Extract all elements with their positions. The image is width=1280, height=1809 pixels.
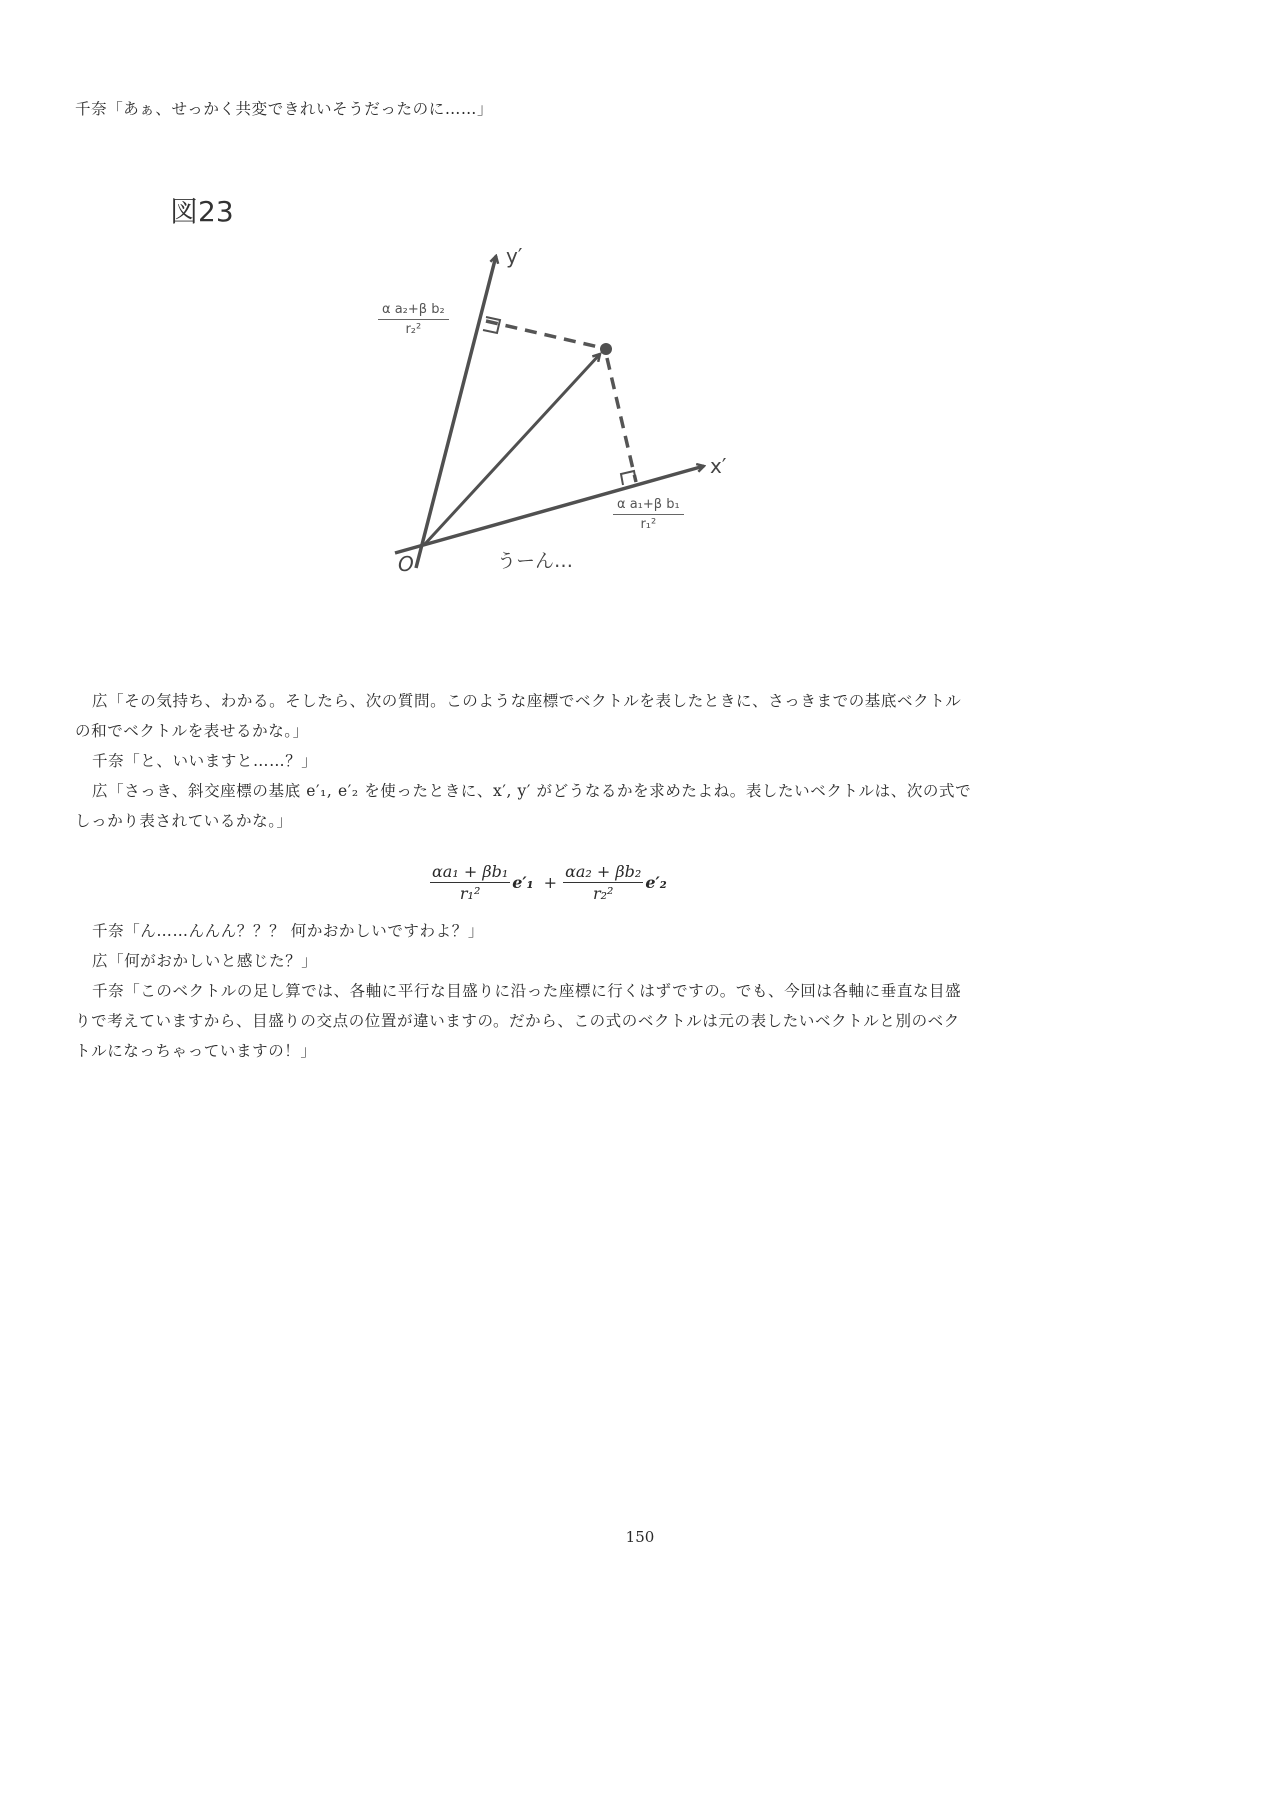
equation-term1-fraction bbox=[430, 862, 510, 903]
plus-sign: + bbox=[543, 873, 558, 892]
vector-arrow bbox=[424, 354, 600, 545]
equation-term2-denominator: r₂² bbox=[592, 884, 614, 903]
x-projection-numerator: α a₁+β b₁ bbox=[613, 497, 684, 515]
equation-term2-numerator: αa₂ + βb₂ bbox=[565, 862, 642, 881]
equation-term1-numerator: αa₁ + βb₁ bbox=[432, 862, 509, 881]
y-axis-label: y′ bbox=[506, 244, 523, 268]
basis-vector-e1: e′₁ bbox=[512, 873, 534, 892]
dialogue-line: 広「その気持ち、わかる。そしたら、次の質問。このような座標でベクトルを表したときに、さっきまでの基底ベクトル bbox=[92, 692, 962, 710]
dialogue-line: 千奈「ん……んんん？？？ 何かおかしいですわよ？」 bbox=[92, 922, 484, 940]
figure-title: 図23 bbox=[170, 195, 234, 228]
y-projection-fraction bbox=[378, 302, 449, 337]
dash-to-x bbox=[607, 358, 636, 482]
x-projection-denominator: r₁² bbox=[640, 517, 657, 532]
dialogue-line: 千奈「このベクトルの足し算では、各軸に平行な目盛りに沿った座標に行くはずですの。でも、今回は各軸に垂直な目盛 bbox=[92, 982, 962, 1000]
vector-endpoint bbox=[600, 343, 612, 355]
x-projection-fraction bbox=[613, 497, 684, 532]
dialogue-line: 広「何がおかしいと感じた？」 bbox=[92, 952, 318, 970]
basis-vector-e2: e′₂ bbox=[645, 873, 667, 892]
x-axis-label: x′ bbox=[710, 454, 727, 478]
right-angle-y bbox=[483, 317, 500, 333]
y-projection-numerator: α a₂+β b₂ bbox=[378, 302, 449, 320]
origin-label: O bbox=[398, 552, 414, 576]
y-projection-denominator: r₂² bbox=[405, 322, 422, 337]
equation-term2-fraction bbox=[563, 862, 643, 903]
opening-line: 千奈「あぁ、せっかく共変できれいそうだったのに……」 bbox=[75, 100, 494, 118]
dialogue-line: りで考えていますから、目盛りの交点の位置が違いますの。だから、この式のベクトルは元の表したいベクトルと別のベク bbox=[75, 1012, 960, 1030]
page-number: 150 bbox=[625, 1528, 655, 1546]
equation-term1-denominator: r₁² bbox=[459, 884, 481, 903]
dialogue-line: 千奈「と、いいますと……？」 bbox=[92, 752, 318, 770]
dash-to-y bbox=[486, 321, 603, 348]
dialogue-line: しっかり表されているかな。」 bbox=[75, 812, 293, 830]
dialogue-line: トルになっちゃっていますの！」 bbox=[75, 1042, 317, 1060]
dialogue-line: の和でベクトルを表せるかな。」 bbox=[75, 722, 309, 740]
vector-equation bbox=[430, 862, 671, 903]
murmur-caption: うーん… bbox=[497, 550, 574, 572]
oblique-axes-diagram bbox=[0, 0, 1280, 700]
dialogue-line: 広「さっき、斜交座標の基底 e′₁, e′₂ を使ったときに、x′, y′ がどうなるかを求めたよね。表したいベクトルは、次の式で bbox=[92, 782, 972, 800]
